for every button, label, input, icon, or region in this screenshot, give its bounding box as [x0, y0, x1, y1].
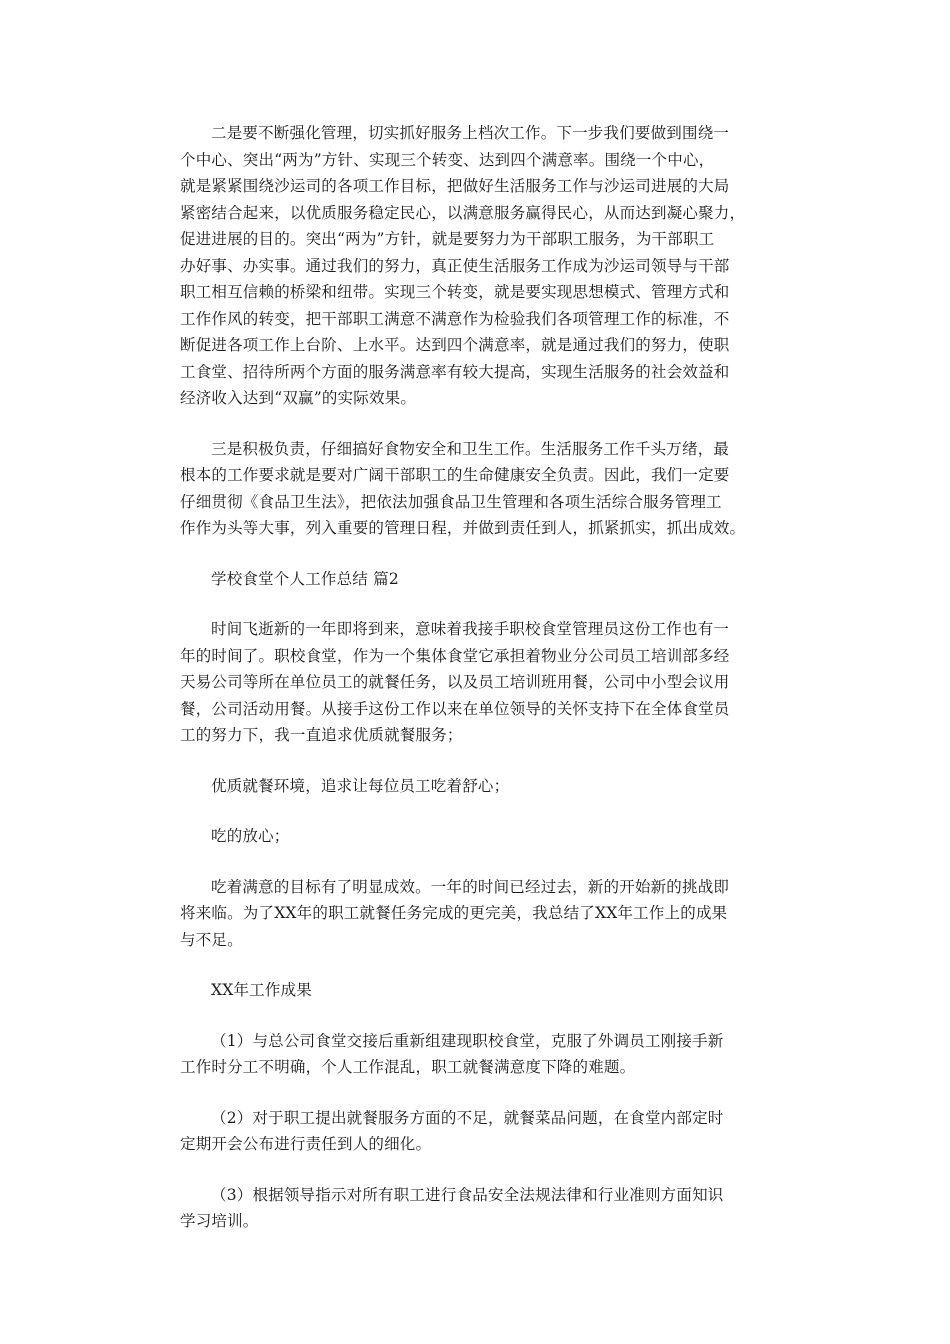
paragraph-results-summary: 吃着满意的目标有了明显成效。一年的时间已经过去，新的开始新的挑战即 将来临。为了XX年的职工就餐任务完成的更完美，我总结了XX年工作上的成果 与不足。 — [180, 877, 730, 949]
list-item-3: （3）根据领导指示对所有职工进行食品安全法规法律和行业准则方面知识 学习培训。 — [180, 1185, 724, 1230]
paragraph-assurance: 吃的放心； — [211, 827, 290, 845]
paragraph-environment: 优质就餐环境，追求让每位员工吃着舒心； — [211, 776, 510, 795]
paragraph-management: 二是要不断强化管理，切实抓好服务上档次工作。下一步我们要做到围绕一 个中心、突出“两为”方针、实现三个转变、达到四个满意率。围绕一个中心， 就是紧紧围绕沙运司的各项工作目标，把做好生活服务工作与沙运司进展的大局 紧密结合起来，以优质服务稳定民心，以满意服务赢得民心，从而达到凝心聚力， 促进进展的目的。突出“两为”方针，就是要努力为干部职工服务，为干部职工 办好事、办实事。通过我们的努力，真正使生活服务工作成为沙运司领导与干部 职工相互信赖的桥梁和纽带。实现三个转变，就是要实现思想模式、管理方式和 工作作风的转变，把干部职工满意不满意作为检验我们各项管理工作的标准，不 断促进各项工作上台阶、上水平。达到四个满意率，就是通过我们的努力，使职 工食堂、招待所两个方面的服务满意率有较大提高，实现生活服务的社会效益和 经济收入达到“双赢”的实际效果。 — [180, 124, 746, 407]
list-item-2: （2）对于职工提出就餐服务方面的不足，就餐菜品问题，在食堂内部定时 定期开会公布进行责任到人的细化。 — [180, 1108, 724, 1153]
section-heading-part2: 学校食堂个人工作总结 篇2 — [211, 569, 399, 588]
document-page — [180, 120, 780, 1235]
section-heading-results: XX年工作成果 — [211, 981, 312, 999]
list-item-1: （1）与总公司食堂交接后重新组建现职校食堂，克服了外调员工刚接手新 工作时分工不明确，个人工作混乱，职工就餐满意度下降的难题。 — [180, 1031, 724, 1076]
paragraph-intro: 时间飞逝新的一年即将到来，意味着我接手职校食堂管理员这份工作也有一 年的时间了。职校食堂，作为一个集体食堂它承担着物业分公司员工培训部多经 天易公司等所在单位员工的就餐任务，以及员工培训班用餐，公司中小型会议用 餐，公司活动用餐。从接手这份工作以来在单位领导的关怀支持下在全体食堂员 工的努力下，我一直追求优质就餐服务； — [180, 620, 730, 744]
paragraph-food-safety: 三是积极负责，仔细搞好食物安全和卫生工作。生活服务工作千头万绪，最 根本的工作要求就是要对广阔干部职工的生命健康安全负责。因此，我们一定要 仔细贯彻《食品卫生法》，把依法加强食品卫生管理和各项生活综合服务管理工 作作为头等大事，列入重要的管理日程，并做到责任到人，抓紧抓实，抓出成效。 — [180, 439, 746, 537]
